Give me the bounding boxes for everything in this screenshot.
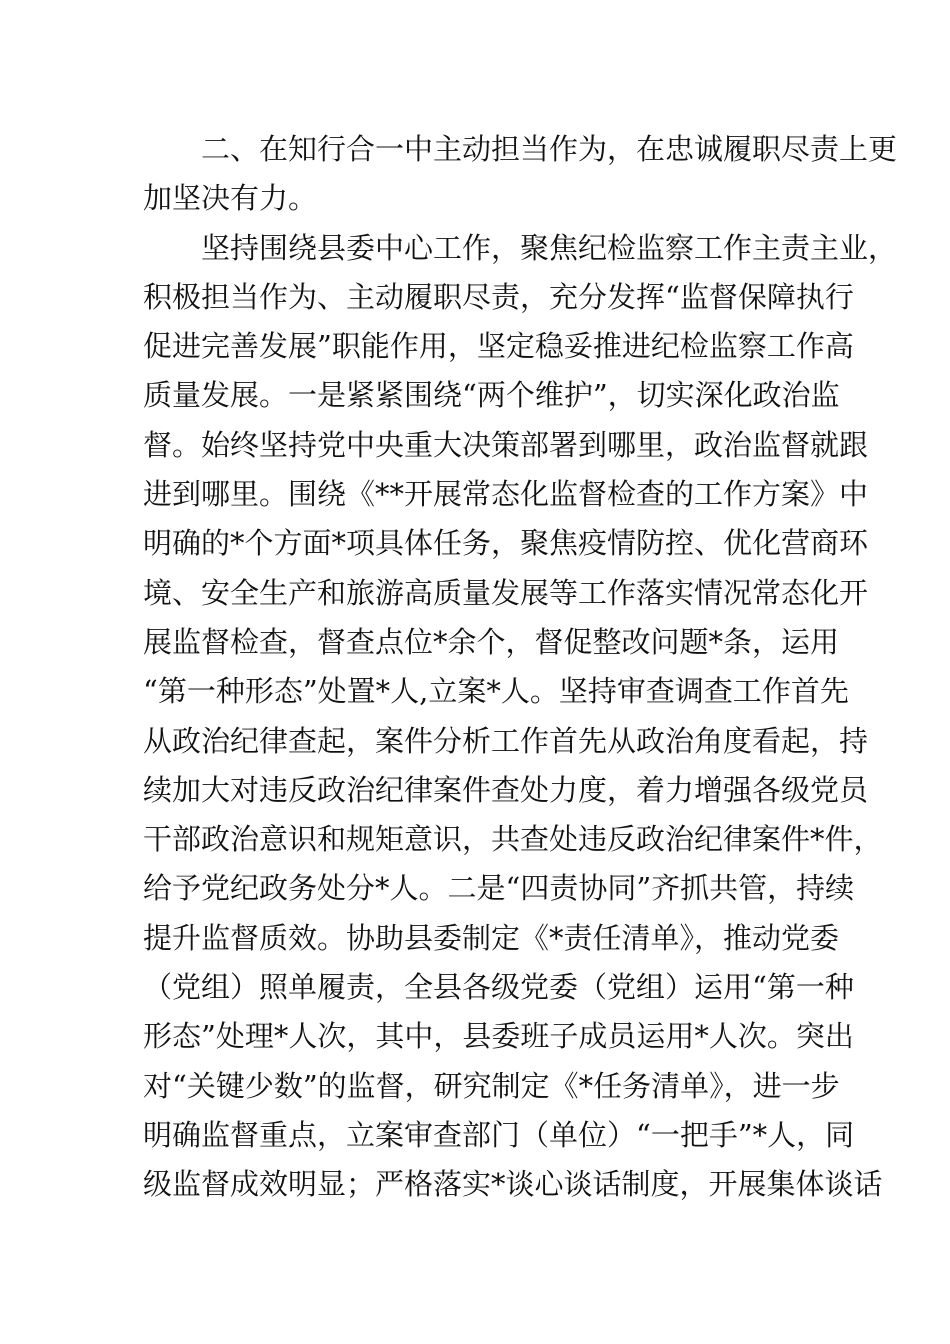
text-line: 明确监督重点，立案审查部门（单位）“一把手”*人，同: [143, 1117, 855, 1152]
text-line: 积极担当作为、主动履职尽责，充分发挥“监督保障执行: [143, 279, 854, 314]
text-line: “第一种形态”处置*人,立案*人。坚持审查调查工作首先: [143, 674, 849, 709]
text-line: 促进完善发展”职能作用，坚定稳妥推进纪检监察工作高: [143, 329, 854, 364]
text-line: 质量发展。一是紧紧围绕“两个维护”，切实深化政治监: [143, 378, 840, 413]
text-line: 加坚决有力。: [143, 181, 318, 216]
text-line: 二、在知行合一中主动担当作为，在忠诚履职尽责上更: [143, 132, 898, 166]
text-line: 级监督成效明显；严格落实*谈心谈话制度，开展集体谈话: [143, 1167, 883, 1202]
text-line: 坚持围绕县委中心工作，聚焦纪检监察工作主责主业，: [143, 230, 898, 265]
text-line: 督。始终坚持党中央重大决策部署到哪里，政治监督就跟: [143, 427, 869, 462]
body-text: [143, 125, 898, 1210]
text-line: 展监督检查，督查点位*余个，督促整改问题*条，运用: [143, 624, 840, 659]
text-line: 明确的*个方面*项具体任务，聚焦疫情防控、优化营商环: [143, 526, 869, 561]
text-line: 提升监督质效。协助县委制定《*责任清单》，推动党委: [143, 920, 840, 955]
text-line: 对“关键少数”的监督，研究制定《*任务清单》，进一步: [143, 1068, 840, 1103]
text-line: 给予党纪政务处分*人。二是“四责协同”齐抓共管，持续: [143, 871, 855, 906]
text-line: 形态”处理*人次，其中，县委班子成员运用*人次。突出: [143, 1019, 854, 1054]
text-line: 进到哪里。围绕《**开展常态化监督检查的工作方案》中: [143, 477, 869, 512]
text-line: 续加大对违反政治纪律案件查处力度，着力增强各级党员: [143, 772, 869, 807]
text-line: 干部政治意识和规矩意识，共查处违反政治纪律案件*件，: [143, 822, 883, 857]
text-line: （党组）照单履责，全县各级党委（党组）运用“第一种: [143, 970, 854, 1005]
text-line: 境、安全生产和旅游高质量发展等工作落实情况常态化开: [143, 575, 869, 610]
text-line: 从政治纪律查起，案件分析工作首先从政治角度看起，持: [143, 723, 869, 758]
